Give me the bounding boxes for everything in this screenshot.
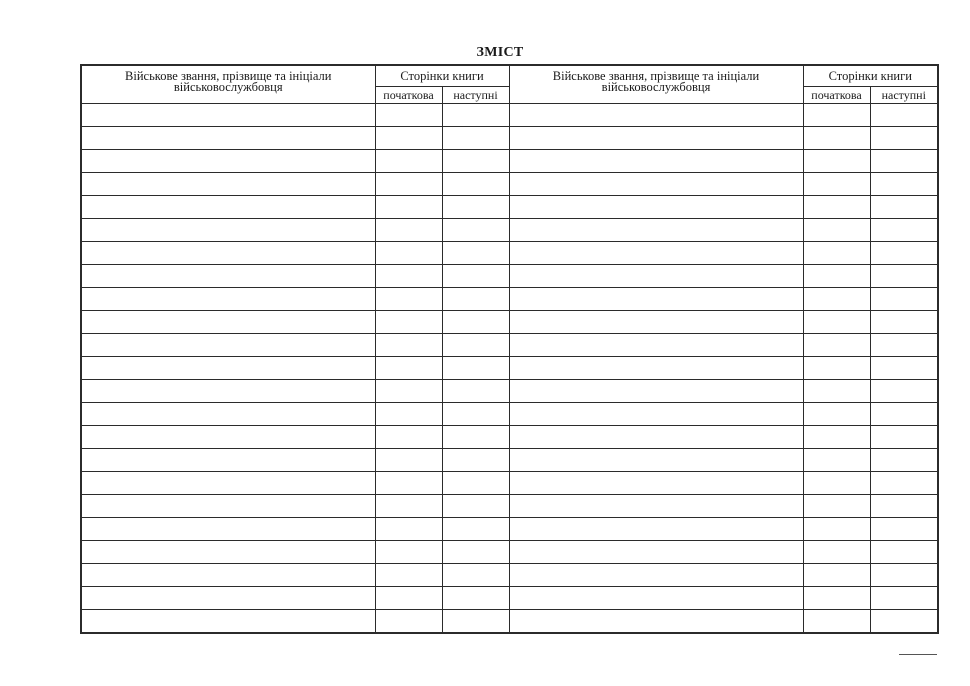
right-start-page-cell (803, 311, 870, 334)
right-next-pages-cell (870, 564, 938, 587)
left-next-pages-cell (442, 196, 509, 219)
left-next-pages-cell (442, 311, 509, 334)
left-start-page-cell (375, 265, 442, 288)
right-name-cell (509, 334, 803, 357)
right-name-cell (509, 541, 803, 564)
table-row (81, 242, 938, 265)
right-next-pages-cell (870, 495, 938, 518)
right-start-page-header: початкова (803, 87, 870, 104)
left-next-pages-cell (442, 403, 509, 426)
right-name-cell (509, 380, 803, 403)
right-next-pages-header: наступні (870, 87, 938, 104)
left-name-cell (81, 357, 375, 380)
right-next-pages-cell (870, 150, 938, 173)
left-next-pages-cell (442, 426, 509, 449)
left-start-page-cell (375, 219, 442, 242)
left-start-page-cell (375, 288, 442, 311)
table-row (81, 610, 938, 634)
right-name-cell (509, 426, 803, 449)
right-start-page-cell (803, 265, 870, 288)
table-row (81, 288, 938, 311)
left-next-pages-cell (442, 587, 509, 610)
contents-table (80, 64, 939, 634)
left-name-cell (81, 587, 375, 610)
right-start-page-cell (803, 380, 870, 403)
left-start-page-cell (375, 311, 442, 334)
left-next-pages-header: наступні (442, 87, 509, 104)
left-name-cell (81, 426, 375, 449)
left-name-cell (81, 104, 375, 127)
left-start-page-header: початкова (375, 87, 442, 104)
table-row (81, 357, 938, 380)
right-name-cell (509, 150, 803, 173)
right-name-cell (509, 196, 803, 219)
left-start-page-cell (375, 541, 442, 564)
right-name-cell (509, 311, 803, 334)
right-next-pages-cell (870, 426, 938, 449)
left-start-page-cell (375, 610, 442, 634)
right-next-pages-cell (870, 242, 938, 265)
right-name-cell (509, 449, 803, 472)
left-start-page-cell (375, 173, 442, 196)
right-name-cell (509, 495, 803, 518)
left-start-page-cell (375, 449, 442, 472)
left-next-pages-cell (442, 173, 509, 196)
right-start-page-cell (803, 541, 870, 564)
left-start-page-cell (375, 380, 442, 403)
right-next-pages-cell (870, 265, 938, 288)
left-start-page-cell (375, 495, 442, 518)
table-body (81, 104, 938, 634)
left-next-pages-cell (442, 380, 509, 403)
right-next-pages-cell (870, 219, 938, 242)
right-name-cell (509, 265, 803, 288)
left-name-cell (81, 288, 375, 311)
right-start-page-cell (803, 472, 870, 495)
left-name-cell (81, 219, 375, 242)
right-start-page-cell (803, 610, 870, 634)
right-next-pages-cell (870, 311, 938, 334)
right-start-page-cell (803, 403, 870, 426)
right-start-page-cell (803, 127, 870, 150)
left-start-page-cell (375, 426, 442, 449)
table-row (81, 380, 938, 403)
right-name-cell (509, 127, 803, 150)
right-next-pages-cell (870, 334, 938, 357)
left-next-pages-cell (442, 334, 509, 357)
left-next-pages-cell (442, 564, 509, 587)
left-next-pages-cell (442, 518, 509, 541)
right-start-page-cell (803, 495, 870, 518)
left-start-page-cell (375, 518, 442, 541)
left-pages-header: Сторінки книги (375, 65, 509, 87)
right-start-page-cell (803, 564, 870, 587)
left-name-cell (81, 380, 375, 403)
right-start-page-cell (803, 426, 870, 449)
table-row (81, 495, 938, 518)
left-name-cell (81, 173, 375, 196)
left-start-page-cell (375, 196, 442, 219)
left-name-cell (81, 495, 375, 518)
left-name-cell (81, 449, 375, 472)
table-row (81, 265, 938, 288)
right-start-page-cell (803, 196, 870, 219)
left-next-pages-cell (442, 242, 509, 265)
left-name-cell (81, 311, 375, 334)
right-next-pages-cell (870, 610, 938, 634)
right-start-page-cell (803, 219, 870, 242)
right-next-pages-cell (870, 541, 938, 564)
left-next-pages-cell (442, 495, 509, 518)
right-next-pages-cell (870, 472, 938, 495)
left-start-page-cell (375, 242, 442, 265)
left-name-cell (81, 541, 375, 564)
right-next-pages-cell (870, 196, 938, 219)
left-start-page-cell (375, 472, 442, 495)
left-next-pages-cell (442, 541, 509, 564)
left-next-pages-cell (442, 104, 509, 127)
right-start-page-cell (803, 242, 870, 265)
right-next-pages-cell (870, 288, 938, 311)
left-name-cell (81, 242, 375, 265)
right-name-cell (509, 472, 803, 495)
right-next-pages-cell (870, 518, 938, 541)
table-row (81, 334, 938, 357)
left-start-page-cell (375, 104, 442, 127)
right-name-cell (509, 518, 803, 541)
left-name-cell (81, 150, 375, 173)
left-next-pages-cell (442, 265, 509, 288)
left-name-cell (81, 403, 375, 426)
table-row (81, 541, 938, 564)
right-start-page-cell (803, 150, 870, 173)
table-row (81, 472, 938, 495)
left-name-cell (81, 334, 375, 357)
right-next-pages-cell (870, 380, 938, 403)
right-name-cell (509, 564, 803, 587)
left-next-pages-cell (442, 449, 509, 472)
left-name-cell (81, 196, 375, 219)
right-name-cell (509, 242, 803, 265)
table-row (81, 564, 938, 587)
right-name-header: Військове звання, прізвище та ініціали військовослужбовця (509, 65, 803, 104)
left-next-pages-cell (442, 127, 509, 150)
table-row (81, 403, 938, 426)
left-name-cell (81, 610, 375, 634)
table-row (81, 173, 938, 196)
left-name-header: Військове звання, прізвище та ініціали військовослужбовця (81, 65, 375, 104)
right-name-cell (509, 219, 803, 242)
table-row (81, 196, 938, 219)
page-title: ЗМІСТ (476, 45, 524, 60)
table-row (81, 311, 938, 334)
right-start-page-cell (803, 357, 870, 380)
right-next-pages-cell (870, 587, 938, 610)
right-start-page-cell (803, 587, 870, 610)
right-start-page-cell (803, 518, 870, 541)
table-row (81, 104, 938, 127)
right-name-cell (509, 610, 803, 634)
right-name-cell (509, 173, 803, 196)
right-next-pages-cell (870, 449, 938, 472)
left-start-page-cell (375, 334, 442, 357)
table-row (81, 587, 938, 610)
left-next-pages-cell (442, 357, 509, 380)
right-name-cell (509, 104, 803, 127)
right-next-pages-cell (870, 127, 938, 150)
page-number-line (899, 654, 937, 655)
table-row (81, 518, 938, 541)
right-start-page-cell (803, 104, 870, 127)
left-next-pages-cell (442, 219, 509, 242)
left-start-page-cell (375, 564, 442, 587)
left-start-page-cell (375, 357, 442, 380)
left-next-pages-cell (442, 610, 509, 634)
left-name-cell (81, 518, 375, 541)
right-next-pages-cell (870, 173, 938, 196)
left-start-page-cell (375, 150, 442, 173)
left-start-page-cell (375, 403, 442, 426)
left-name-cell (81, 265, 375, 288)
left-name-cell (81, 472, 375, 495)
right-next-pages-cell (870, 357, 938, 380)
right-start-page-cell (803, 288, 870, 311)
left-start-page-cell (375, 587, 442, 610)
right-name-cell (509, 288, 803, 311)
right-pages-header: Сторінки книги (803, 65, 938, 87)
left-start-page-cell (375, 127, 442, 150)
right-start-page-cell (803, 173, 870, 196)
left-next-pages-cell (442, 288, 509, 311)
table-row (81, 150, 938, 173)
table-row (81, 219, 938, 242)
right-name-cell (509, 357, 803, 380)
table-row (81, 426, 938, 449)
right-name-cell (509, 587, 803, 610)
left-name-cell (81, 564, 375, 587)
right-name-cell (509, 403, 803, 426)
right-start-page-cell (803, 334, 870, 357)
right-next-pages-cell (870, 104, 938, 127)
right-start-page-cell (803, 449, 870, 472)
table-row (81, 449, 938, 472)
left-name-cell (81, 127, 375, 150)
table-row (81, 127, 938, 150)
right-next-pages-cell (870, 403, 938, 426)
left-next-pages-cell (442, 150, 509, 173)
left-next-pages-cell (442, 472, 509, 495)
